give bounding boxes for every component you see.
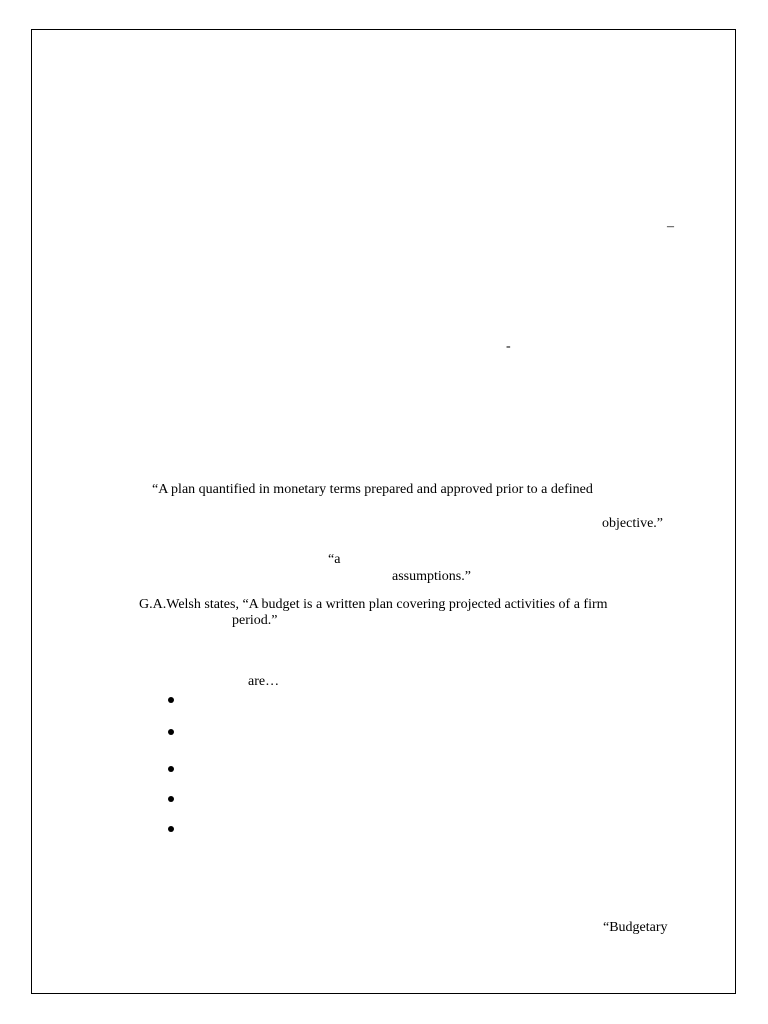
list-bullet — [168, 766, 174, 772]
footer-fragment: “Budgetary — [603, 920, 668, 935]
welsh-definition-line-2: period.” — [232, 613, 278, 628]
list-bullet — [168, 796, 174, 802]
cima-definition-line-1: “A plan quantified in monetary terms prepared and approved prior to a defined — [152, 482, 593, 497]
dash-mark: – — [667, 219, 674, 234]
list-intro: are… — [248, 674, 280, 689]
page-border — [31, 29, 736, 994]
hyphen-mark: - — [506, 339, 511, 354]
quote-fragment-line-1: “a — [328, 552, 341, 567]
list-bullet — [168, 826, 174, 832]
quote-fragment-line-2: assumptions.” — [392, 569, 471, 584]
welsh-definition-line-1: G.A.Welsh states, “A budget is a written plan covering projected activities of a firm — [139, 597, 608, 612]
list-bullet — [168, 697, 174, 703]
cima-definition-line-2: objective.” — [602, 516, 664, 531]
list-bullet — [168, 729, 174, 735]
